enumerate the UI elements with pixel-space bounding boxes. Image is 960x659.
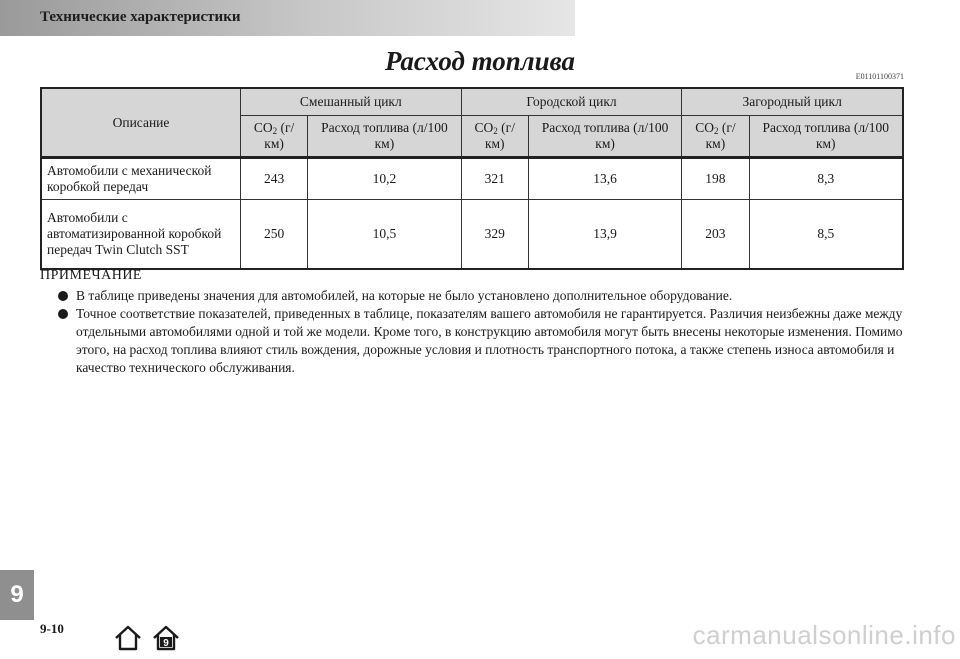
note-item — [58, 305, 918, 377]
table-cell: 198 — [682, 158, 749, 200]
consumption-header: Расход топлива (л/100 км) — [308, 116, 461, 158]
table-cell: 203 — [682, 200, 749, 270]
chapter-badge: 9 — [163, 638, 169, 649]
page-number: 9-10 — [40, 621, 64, 636]
cycle-header-extra-urban: Загородный цикл — [682, 88, 903, 116]
note-heading: ПРИМЕЧАНИЕ — [40, 268, 142, 283]
table-row — [41, 158, 903, 200]
bullet-icon — [58, 309, 68, 319]
table-cell: 329 — [461, 200, 528, 270]
row-label: Автомобили с механической коробкой передач — [41, 158, 241, 200]
row-label: Автомобили с автоматизированной коробкой передач Twin Clutch SST — [41, 200, 241, 270]
section-header-bar — [0, 0, 575, 36]
fuel-consumption-table — [40, 87, 904, 270]
navigation-icons — [113, 625, 181, 651]
page-title: Расход топлива — [384, 46, 576, 76]
table-cell: 243 — [241, 158, 308, 200]
chapter-side-tab: 9 — [0, 570, 34, 620]
table-row — [41, 200, 903, 270]
note-text: Точное соответствие показателей, приведенных в таблице, показателям вашего автомобиля не гарантируется. Различия неизбежны даже между отдельными автомобилями одной и той же модели. Кроме того, в конструкцию автомобиля могут быть внесены некоторые изменения. Помимо этого, на расход топлива влияют стиль вождения, дорожные условия и плотность транспортного потока, а также степень износа автомобиля и качество технического обслуживания. — [76, 306, 903, 375]
table-cell: 321 — [461, 158, 528, 200]
co2-header: $CO_2$ (г/км) — [682, 116, 749, 158]
cycle-header-mixed: Смешанный цикл — [241, 88, 462, 116]
note-item — [58, 287, 918, 305]
section-title: Технические характеристики — [40, 9, 241, 25]
watermark: carmanualsonline.info — [692, 620, 956, 650]
co2-header: $CO_2$ (г/км) — [461, 116, 528, 158]
consumption-header: Расход топлива (л/100 км) — [749, 116, 903, 158]
table-cell: 8,5 — [749, 200, 903, 270]
co2-header: $CO_2$ (г/км) — [241, 116, 308, 158]
table-cell: 10,5 — [308, 200, 461, 270]
description-header: Описание — [41, 88, 241, 158]
table-cell: 13,6 — [528, 158, 681, 200]
note-text: В таблице приведены значения для автомобилей, на которые не было установлено дополнительное оборудование. — [76, 288, 733, 303]
table-cell: 10,2 — [308, 158, 461, 200]
table-cell: 8,3 — [749, 158, 903, 200]
consumption-header: Расход топлива (л/100 км) — [528, 116, 681, 158]
notes-list — [58, 287, 918, 377]
chapter-contents-icon[interactable] — [151, 625, 181, 651]
table-cell: 250 — [241, 200, 308, 270]
document-code: E01101100371 — [855, 72, 904, 81]
bullet-icon — [58, 291, 68, 301]
home-icon[interactable] — [113, 625, 143, 651]
cycle-header-urban: Городской цикл — [461, 88, 682, 116]
table-cell: 13,9 — [528, 200, 681, 270]
